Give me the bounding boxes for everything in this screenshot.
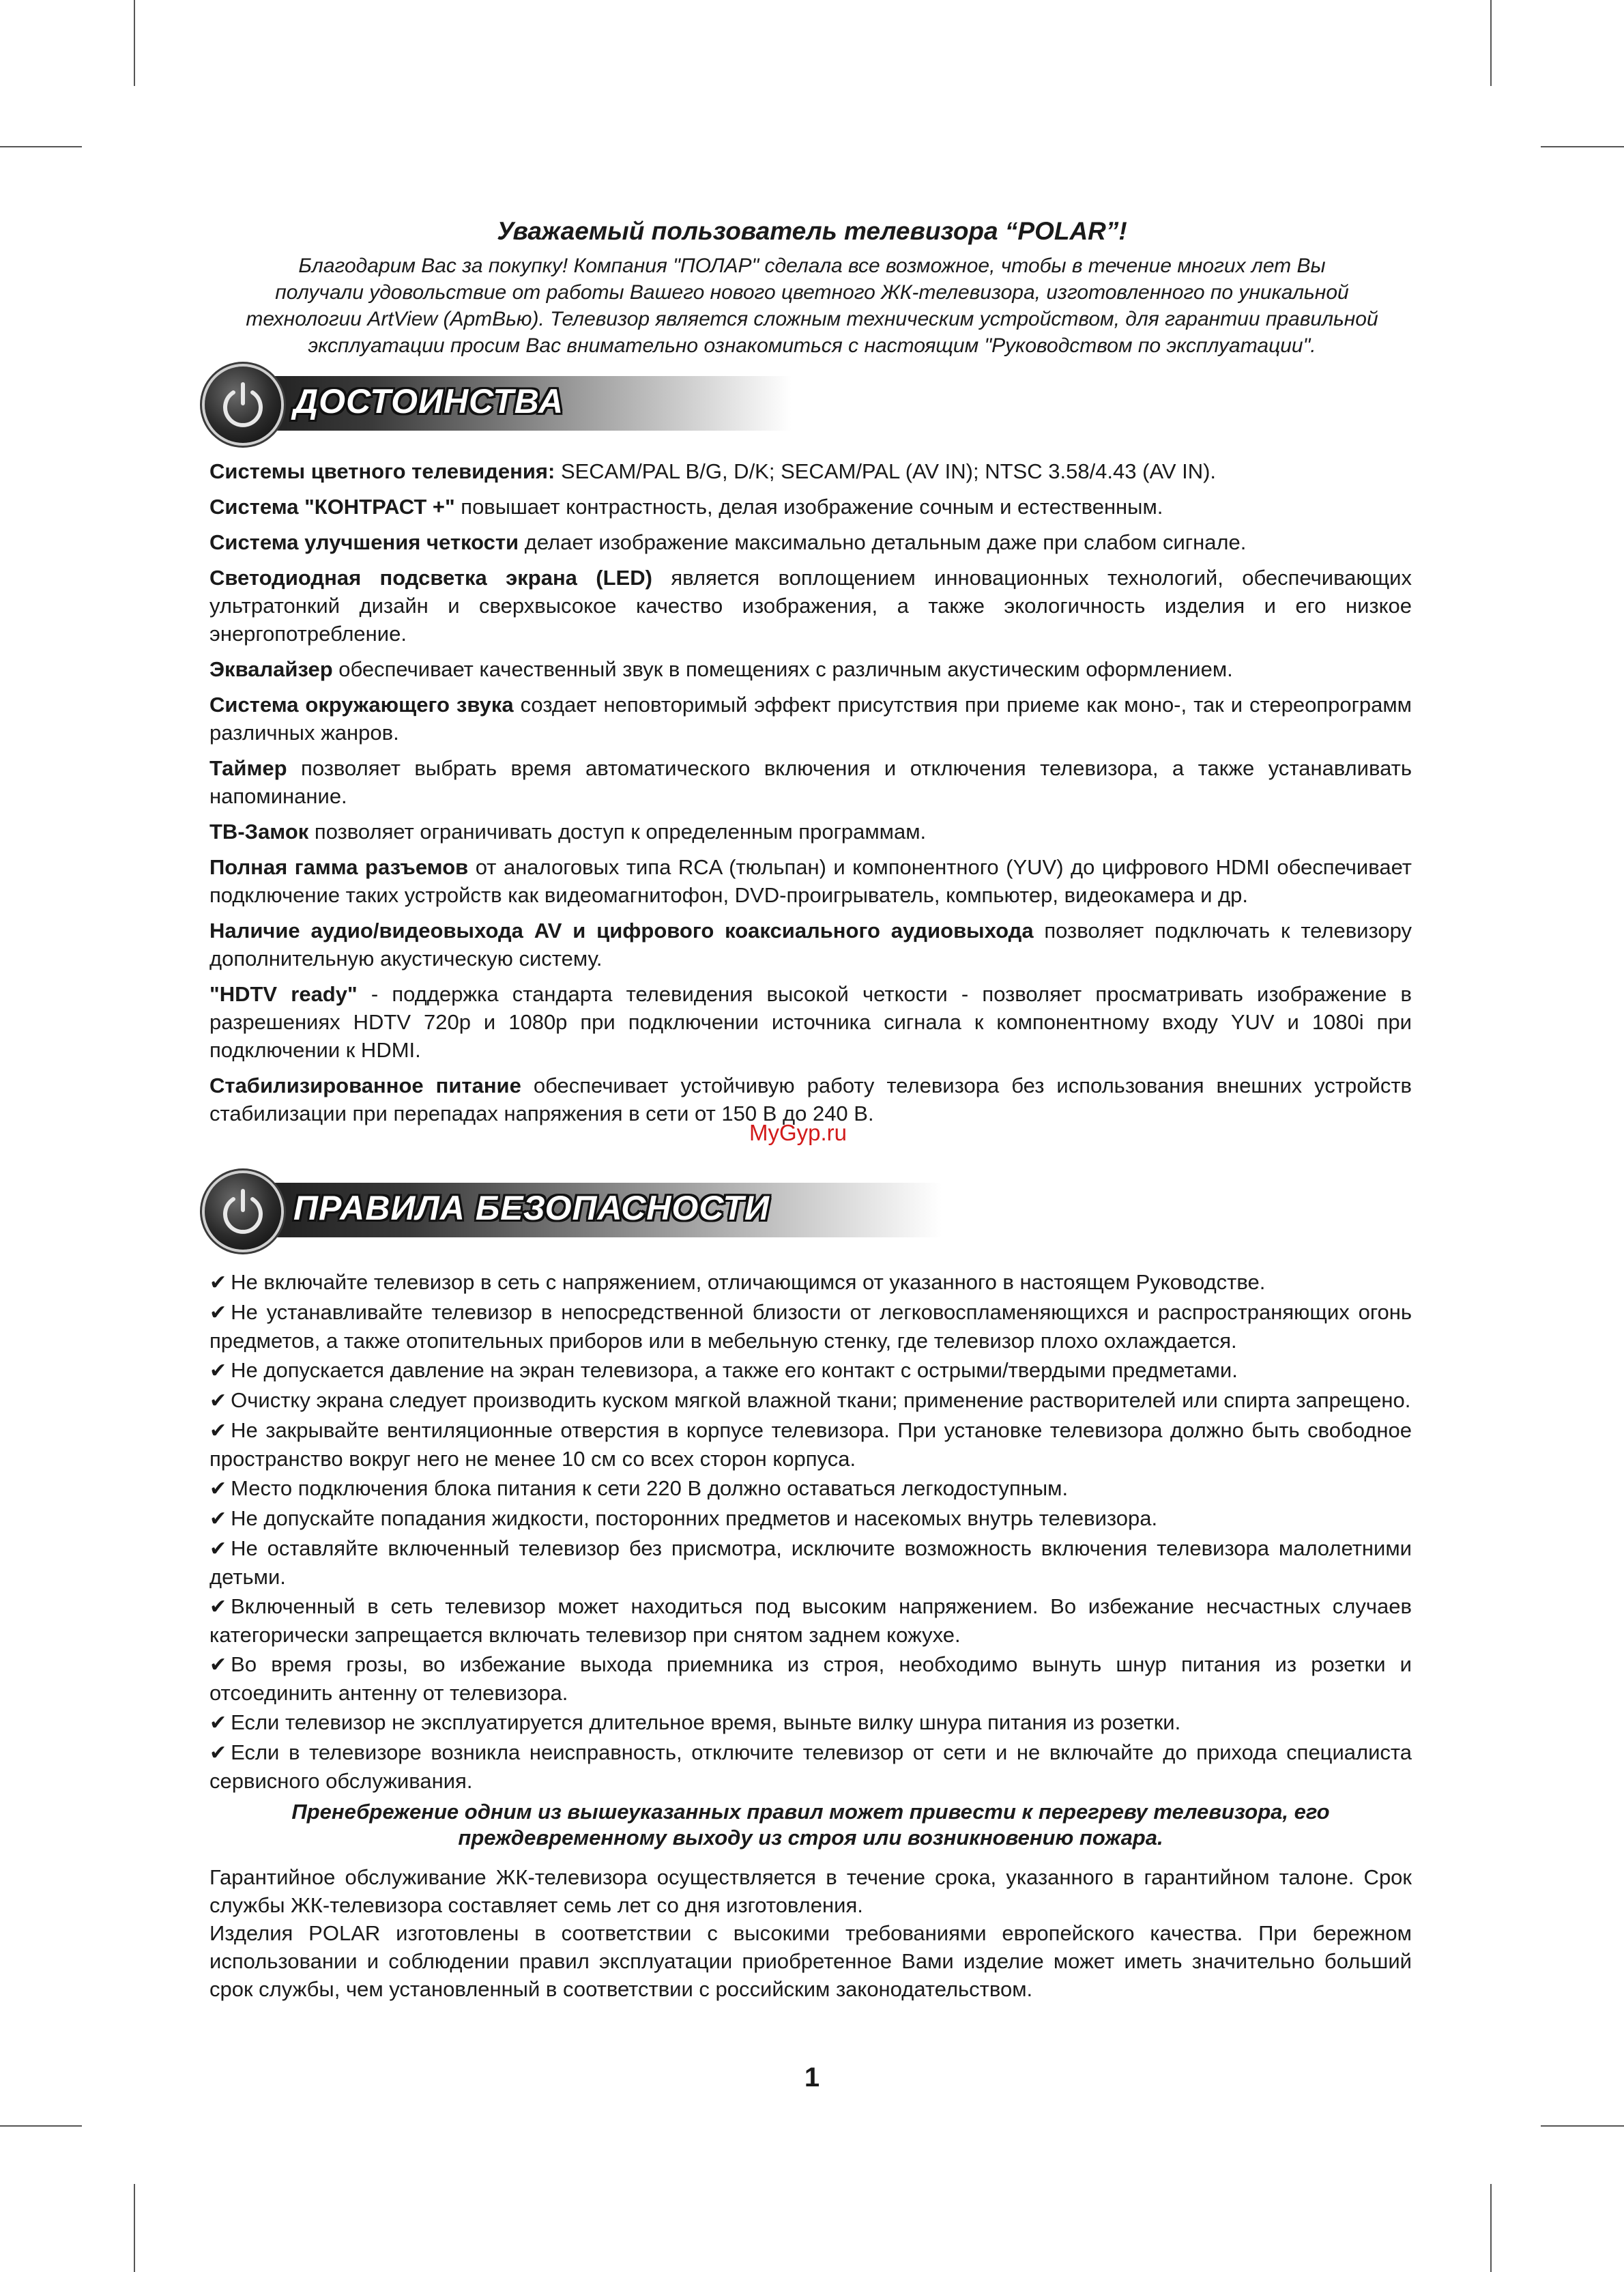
check-icon: ✔: [209, 1596, 227, 1618]
crop-mark: [1541, 2125, 1624, 2127]
rule-text: Не допускайте попадания жидкости, посторонних предметов и насекомых внутрь телевизора.: [231, 1506, 1158, 1530]
item-term: Наличие аудио/видеовыхода AV и цифрового коаксиального аудиовыхода: [209, 919, 1034, 943]
check-icon: ✔: [209, 1360, 227, 1382]
item-term: Система улучшения четкости: [209, 530, 519, 554]
intro-line: эксплуатации просим Вас внимательно ознакомиться с настоящим "Руководством по эксплуатации".: [308, 334, 1316, 357]
rule-item: [209, 1298, 1412, 1355]
item-text: позволяет выбрать время автоматического включения и отключения телевизора, а также устанавливать напоминание.: [209, 756, 1412, 808]
check-icon: ✔: [209, 1420, 227, 1442]
rule-text: Если телевизор не эксплуатируется длительное время, выньте вилку шнура питания из розетки.: [231, 1710, 1181, 1734]
item-term: Система окружающего звука: [209, 693, 514, 717]
rule-item: [209, 1534, 1412, 1591]
rule-text: Включенный в сеть телевизор может находиться под высоким напряжением. Во избежание несчастных случаев категорически запрещается включать телевизор при снятом заднем кожухе.: [209, 1594, 1412, 1647]
rule-text: Не устанавливайте телевизор в непосредственной близости от легковоспламеняющихся и распространяющих огонь предметов, а также отопительных приборов или в мебельную стенку, где телевизор плохо охлаждается.: [209, 1300, 1412, 1353]
rule-text: Не оставляйте включенный телевизор без присмотра, исключите возможность включения телевизора малолетними детьми.: [209, 1536, 1412, 1589]
section-heading-safety: [205, 1173, 942, 1255]
rule-item: [209, 1416, 1412, 1473]
section-heading-advantages: [205, 366, 792, 448]
crop-mark: [0, 146, 82, 147]
closing-text: [209, 1863, 1412, 2003]
list-item: [209, 564, 1412, 648]
item-text: делает изображение максимально детальным даже при слабом сигнале.: [519, 530, 1247, 554]
safety-rules: [209, 1268, 1412, 2003]
item-term: "HDTV ready": [209, 982, 358, 1006]
check-icon: ✔: [209, 1742, 227, 1764]
intro-header: [205, 217, 1419, 359]
check-icon: ✔: [209, 1302, 227, 1324]
crop-mark: [0, 2125, 82, 2127]
rule-item: [209, 1268, 1412, 1297]
list-item: [209, 917, 1412, 973]
advantages-list: [209, 457, 1412, 1135]
rule-text: Не закрывайте вентиляционные отверстия в корпусе телевизора. При установке телевизора должно быть свободное пространство вокруг него не менее 10 см со всех сторон корпуса.: [209, 1418, 1412, 1471]
item-term: Системы цветного телевидения:: [209, 459, 555, 483]
warning-line: Пренебрежение одним из вышеуказанных правил может привести к перегреву телевизора, его: [291, 1800, 1330, 1824]
list-item: [209, 818, 1412, 846]
rule-item: [209, 1592, 1412, 1649]
list-item: [209, 528, 1412, 556]
check-icon: ✔: [209, 1712, 227, 1734]
list-item: [209, 691, 1412, 747]
quality-paragraph: Изделия POLAR изготовлены в соответствии с высокими требованиями европейского качества. При бережном использовании и соблюдении правил эксплуатации приобретенное Вами изделие может иметь значительно больший срок службы, чем установленный в соответствии с российским законодательством.: [209, 1921, 1412, 2001]
rule-item: [209, 1474, 1412, 1503]
item-text: SECAM/PAL B/G, D/K; SECAM/PAL (AV IN); NTSC 3.58/4.43 (AV IN).: [555, 459, 1217, 483]
item-text: обеспечивает устойчивую работу телевизора без использования внешних устройств стабилизации при перепадах напряжения в сети от 150 В до 240 В.: [209, 1074, 1412, 1125]
page-title: Уважаемый пользователь телевизора “POLAR”!: [497, 217, 1127, 245]
crop-mark: [134, 0, 135, 86]
watermark: MyGyp.ru: [749, 1120, 847, 1145]
page-number: 1: [804, 2062, 820, 2093]
power-icon: [205, 366, 281, 443]
crop-mark: [1490, 2184, 1492, 2272]
list-item: [209, 655, 1412, 683]
item-term: Полная гамма разъемов: [209, 855, 469, 879]
rule-item: [209, 1386, 1412, 1415]
check-icon: ✔: [209, 1271, 227, 1294]
rule-item: [209, 1504, 1412, 1533]
safety-warning: [250, 1799, 1371, 1851]
rule-item: [209, 1738, 1412, 1795]
item-text: позволяет подключать к телевизору дополнительную акустическую систему.: [209, 919, 1412, 970]
rule-text: Во время грозы, во избежание выхода приемника из строя, необходимо вынуть шнур питания из розетки и отсоединить антенну от телевизора.: [209, 1652, 1412, 1705]
list-item: [209, 980, 1412, 1064]
crop-mark: [134, 2184, 135, 2272]
crop-mark: [1490, 0, 1492, 86]
intro-line: Благодарим Вас за покупку! Компания "ПОЛАР" сделала все возможное, чтобы в течение многих лет Вы: [298, 255, 1326, 277]
item-term: Система "КОНТРАСТ +": [209, 495, 455, 519]
check-icon: ✔: [209, 1508, 227, 1530]
intro-paragraph: [205, 253, 1419, 359]
item-term: ТВ-Замок: [209, 820, 309, 844]
item-text: повышает контрастность, делая изображение сочным и естественным.: [454, 495, 1163, 519]
item-term: Стабилизированное питание: [209, 1074, 521, 1097]
item-text: является воплощением инновационных технологий, обеспечивающих ультратонкий дизайн и сверхвысокое качество изображения, а также экологичность изделия и его низкое энергопотребление.: [209, 566, 1412, 646]
item-text: создает неповторимый эффект присутствия при приеме как моно-, так и стереопрограмм различных жанров.: [209, 693, 1412, 745]
rule-item: [209, 1356, 1412, 1385]
section-title: ДОСТОИНСТВА: [293, 382, 564, 420]
intro-line: получали удовольствие от работы Вашего нового цветного ЖК-телевизора, изготовленного по уникальной: [275, 281, 1349, 304]
rule-item: [209, 1708, 1412, 1737]
rule-text: Если в телевизоре возникла неисправность, отключите телевизор от сети и не включайте до прихода специалиста сервисного обслуживания.: [209, 1740, 1412, 1793]
rule-item: [209, 1650, 1412, 1707]
item-term: Эквалайзер: [209, 657, 333, 681]
item-term: Таймер: [209, 756, 287, 780]
crop-mark: [1541, 146, 1624, 147]
rule-text: Очистку экрана следует производить куском мягкой влажной ткани; применение растворителей или спирта запрещено.: [231, 1388, 1411, 1412]
item-text: обеспечивает качественный звук в помещениях с различным акустическим оформлением.: [332, 657, 1233, 681]
list-item: [209, 457, 1412, 485]
item-text: от аналоговых типа RCA (тюльпан) и компонентного (YUV) до цифрового HDMI обеспечивает подключение таких устройств как видеомагнитофон, DVD-проигрыватель, компьютер, видеокамера и др.: [209, 855, 1412, 907]
warning-line: преждевременному выходу из строя или возникновению пожара.: [458, 1826, 1163, 1850]
list-item: [209, 1072, 1412, 1127]
warranty-paragraph: Гарантийное обслуживание ЖК-телевизора осуществляется в течение срока, указанного в гарантийном талоне. Срок службы ЖК-телевизора составляет семь лет со дня изготовления.: [209, 1865, 1412, 1917]
list-item: [209, 853, 1412, 909]
list-item: [209, 754, 1412, 810]
check-icon: ✔: [209, 1654, 227, 1676]
item-text: - поддержка стандарта телевидения высокой четкости - позволяет просматривать изображение в разрешениях HDTV 720p и 1080p при подключении источника сигнала к компонентному входу YUV и 1080i при подключении к HDMI.: [209, 982, 1412, 1062]
item-text: позволяет ограничивать доступ к определенным программам.: [308, 820, 927, 844]
list-item: [209, 493, 1412, 521]
check-icon: ✔: [209, 1538, 227, 1560]
item-term: Светодиодная подсветка экрана (LED): [209, 566, 652, 590]
intro-line: технологии ArtView (АртВью). Телевизор является сложным техническим устройством, для гарантии правильной: [246, 308, 1378, 330]
rule-text: Не включайте телевизор в сеть с напряжением, отличающимся от указанного в настоящем Руководстве.: [231, 1270, 1266, 1294]
check-icon: ✔: [209, 1478, 227, 1500]
rule-text: Место подключения блока питания к сети 220 В должно оставаться легкодоступным.: [231, 1476, 1069, 1500]
rule-text: Не допускается давление на экран телевизора, а также его контакт с острыми/твердыми предметами.: [231, 1358, 1238, 1382]
power-icon: [205, 1173, 281, 1250]
section-title: ПРАВИЛА БЕЗОПАСНОСТИ: [293, 1189, 770, 1227]
check-icon: ✔: [209, 1390, 227, 1412]
